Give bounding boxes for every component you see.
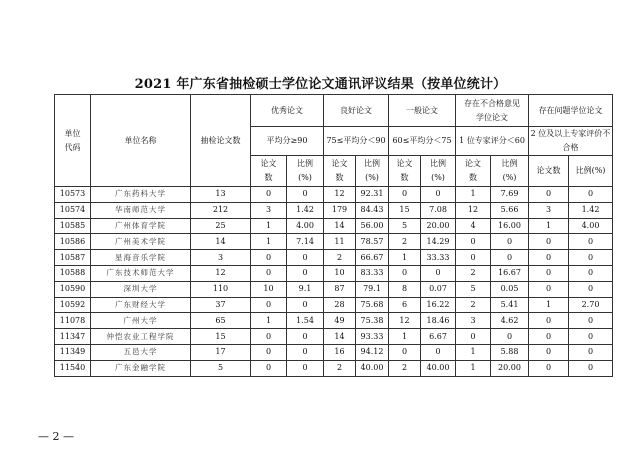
value-cell: 6 — [389, 297, 421, 313]
value-cell: 25 — [191, 218, 251, 234]
value-cell: 94.12 — [356, 344, 389, 360]
value-cell: 1 — [529, 297, 569, 313]
value-cell: 75.68 — [356, 297, 389, 313]
table-row — [55, 297, 613, 313]
value-cell: 78.57 — [356, 234, 389, 250]
value-cell: 0 — [491, 250, 529, 266]
value-cell: 33.33 — [421, 250, 456, 266]
unit-code-cell: 10585 — [55, 218, 91, 234]
value-cell: 92.31 — [356, 187, 389, 203]
value-cell: 0 — [251, 250, 287, 266]
value-cell: 3 — [251, 202, 287, 218]
subheader-ratio: 比例(%) — [287, 156, 324, 187]
value-cell: 1 — [529, 218, 569, 234]
value-cell: 1 — [456, 187, 491, 203]
value-cell: 0 — [287, 250, 324, 266]
value-cell: 0 — [287, 344, 324, 360]
results-table — [54, 94, 613, 377]
value-cell: 0 — [491, 234, 529, 250]
value-cell: 9.1 — [287, 281, 324, 297]
value-cell: 0 — [529, 313, 569, 329]
value-cell: 0 — [456, 234, 491, 250]
unit-name-cell: 广州大学 — [91, 313, 191, 329]
subheader-count: 论文数 — [324, 156, 356, 187]
value-cell: 1.42 — [569, 202, 613, 218]
value-cell: 3 — [191, 250, 251, 266]
criteria-excellent: 平均分≥90 — [251, 127, 324, 156]
unit-name-cell: 深圳大学 — [91, 281, 191, 297]
table-row — [55, 344, 613, 360]
value-cell: 0 — [529, 234, 569, 250]
value-cell: 1 — [456, 360, 491, 376]
value-cell: 0.05 — [491, 281, 529, 297]
value-cell: 20.00 — [491, 360, 529, 376]
value-cell: 0 — [456, 250, 491, 266]
unit-code-cell: 10588 — [55, 265, 91, 281]
value-cell: 16.00 — [491, 218, 529, 234]
value-cell: 3 — [456, 313, 491, 329]
subheader-count: 论文数 — [529, 156, 569, 187]
value-cell: 10 — [251, 281, 287, 297]
value-cell: 3 — [529, 202, 569, 218]
value-cell: 0 — [389, 344, 421, 360]
value-cell: 40.00 — [356, 360, 389, 376]
value-cell: 212 — [191, 202, 251, 218]
unit-name-cell: 广州美术学院 — [91, 234, 191, 250]
value-cell: 16 — [324, 344, 356, 360]
value-cell: 12 — [324, 187, 356, 203]
unit-code-cell: 11347 — [55, 329, 91, 345]
value-cell: 0 — [456, 329, 491, 345]
criteria-good: 75≤平均分＜90 — [324, 127, 389, 156]
value-cell: 1.54 — [287, 313, 324, 329]
value-cell: 4.62 — [491, 313, 529, 329]
value-cell: 4.00 — [287, 218, 324, 234]
unit-name-cell: 广州体育学院 — [91, 218, 191, 234]
value-cell: 20.00 — [421, 218, 456, 234]
value-cell: 0 — [529, 281, 569, 297]
table-row — [55, 313, 613, 329]
value-cell: 179 — [324, 202, 356, 218]
table-row — [55, 329, 613, 345]
unit-name-cell: 广东金融学院 — [91, 360, 191, 376]
value-cell: 0 — [251, 187, 287, 203]
header-group-failing-opinion: 存在不合格意见学位论文 — [456, 95, 529, 127]
value-cell: 0 — [529, 187, 569, 203]
table-row — [55, 250, 613, 266]
value-cell: 0 — [287, 329, 324, 345]
value-cell: 14 — [324, 329, 356, 345]
value-cell: 87 — [324, 281, 356, 297]
value-cell: 0 — [569, 344, 613, 360]
value-cell: 5 — [191, 360, 251, 376]
value-cell: 10 — [324, 265, 356, 281]
value-cell: 2 — [456, 265, 491, 281]
value-cell: 0 — [529, 329, 569, 345]
criteria-problem: 2 位及以上专家评价不合格 — [529, 127, 613, 156]
value-cell: 0 — [529, 344, 569, 360]
unit-name-cell: 五邑大学 — [91, 344, 191, 360]
value-cell: 1 — [251, 313, 287, 329]
value-cell: 0.07 — [421, 281, 456, 297]
value-cell: 4 — [456, 218, 491, 234]
value-cell: 7.69 — [491, 187, 529, 203]
table-row — [55, 265, 613, 281]
unit-code-cell: 11078 — [55, 313, 91, 329]
value-cell: 7.08 — [421, 202, 456, 218]
unit-code-cell: 11540 — [55, 360, 91, 376]
value-cell: 75.38 — [356, 313, 389, 329]
value-cell: 0 — [287, 265, 324, 281]
value-cell: 110 — [191, 281, 251, 297]
value-cell: 0 — [389, 187, 421, 203]
unit-code-cell: 10592 — [55, 297, 91, 313]
value-cell: 1 — [389, 250, 421, 266]
table-row — [55, 281, 613, 297]
value-cell: 12 — [456, 202, 491, 218]
value-cell: 0 — [251, 265, 287, 281]
header-count: 抽检论文数 — [191, 95, 251, 187]
value-cell: 5.66 — [491, 202, 529, 218]
value-cell: 83.33 — [356, 265, 389, 281]
value-cell: 14.29 — [421, 234, 456, 250]
unit-name-cell: 广东药科大学 — [91, 187, 191, 203]
value-cell: 49 — [324, 313, 356, 329]
value-cell: 16.67 — [491, 265, 529, 281]
header-code: 单位代码 — [55, 95, 91, 187]
value-cell: 66.67 — [356, 250, 389, 266]
value-cell: 11 — [324, 234, 356, 250]
value-cell: 5.41 — [491, 297, 529, 313]
value-cell: 12 — [191, 265, 251, 281]
value-cell: 7.14 — [287, 234, 324, 250]
value-cell: 17 — [191, 344, 251, 360]
value-cell: 0 — [529, 250, 569, 266]
unit-code-cell: 11349 — [55, 344, 91, 360]
value-cell: 16.22 — [421, 297, 456, 313]
subheader-ratio: 比例(%) — [569, 156, 613, 187]
value-cell: 0 — [569, 360, 613, 376]
page-number: — 2 — — [38, 430, 74, 443]
value-cell: 2 — [324, 250, 356, 266]
value-cell: 18.46 — [421, 313, 456, 329]
value-cell: 0 — [491, 329, 529, 345]
table-row — [55, 187, 613, 203]
criteria-average: 60≤平均分＜75 — [389, 127, 456, 156]
unit-code-cell: 10573 — [55, 187, 91, 203]
value-cell: 12 — [389, 313, 421, 329]
header-group-average: 一般论文 — [389, 95, 456, 127]
unit-code-cell: 10590 — [55, 281, 91, 297]
value-cell: 0 — [251, 360, 287, 376]
value-cell: 0 — [389, 265, 421, 281]
value-cell: 2 — [389, 360, 421, 376]
value-cell: 0 — [251, 329, 287, 345]
value-cell: 0 — [251, 297, 287, 313]
subheader-ratio: 比例(%) — [356, 156, 389, 187]
value-cell: 5.88 — [491, 344, 529, 360]
header-group-problem: 存在问题学位论文 — [529, 95, 613, 127]
table-row — [55, 360, 613, 376]
value-cell: 0 — [287, 297, 324, 313]
criteria-failing-opinion: 1 位专家评分＜60 — [456, 127, 529, 156]
subheader-count: 论文数 — [389, 156, 421, 187]
value-cell: 0 — [569, 250, 613, 266]
value-cell: 0 — [287, 187, 324, 203]
value-cell: 0 — [529, 265, 569, 281]
value-cell: 0 — [569, 187, 613, 203]
value-cell: 0 — [287, 360, 324, 376]
header-name: 单位名称 — [91, 95, 191, 187]
value-cell: 0 — [569, 265, 613, 281]
value-cell: 79.1 — [356, 281, 389, 297]
subheader-count: 论文数 — [456, 156, 491, 187]
table-row — [55, 234, 613, 250]
value-cell: 6.67 — [421, 329, 456, 345]
unit-code-cell: 10586 — [55, 234, 91, 250]
value-cell: 5 — [389, 218, 421, 234]
value-cell: 1 — [456, 344, 491, 360]
value-cell: 15 — [389, 202, 421, 218]
value-cell: 0 — [421, 265, 456, 281]
value-cell: 13 — [191, 187, 251, 203]
document-title: 2021 年广东省抽检硕士学位论文通讯评议结果（按单位统计） — [134, 77, 507, 92]
value-cell: 2.70 — [569, 297, 613, 313]
value-cell: 0 — [569, 313, 613, 329]
header-group-excellent: 优秀论文 — [251, 95, 324, 127]
value-cell: 65 — [191, 313, 251, 329]
value-cell: 1.42 — [287, 202, 324, 218]
value-cell: 0 — [569, 329, 613, 345]
value-cell: 0 — [569, 281, 613, 297]
header-group-good: 良好论文 — [324, 95, 389, 127]
subheader-ratio: 比例(%) — [421, 156, 456, 187]
value-cell: 56.00 — [356, 218, 389, 234]
unit-code-cell: 10587 — [55, 250, 91, 266]
value-cell: 0 — [421, 344, 456, 360]
value-cell: 1 — [389, 329, 421, 345]
value-cell: 1 — [251, 218, 287, 234]
table-row — [55, 218, 613, 234]
value-cell: 84.43 — [356, 202, 389, 218]
table-row — [55, 202, 613, 218]
value-cell: 0 — [421, 187, 456, 203]
value-cell: 2 — [324, 360, 356, 376]
value-cell: 2 — [456, 297, 491, 313]
unit-code-cell: 10574 — [55, 202, 91, 218]
value-cell: 40.00 — [421, 360, 456, 376]
unit-name-cell: 华南师范大学 — [91, 202, 191, 218]
unit-name-cell: 仲恺农业工程学院 — [91, 329, 191, 345]
value-cell: 15 — [191, 329, 251, 345]
value-cell: 14 — [324, 218, 356, 234]
value-cell: 2 — [389, 234, 421, 250]
subheader-count: 论文数 — [251, 156, 287, 187]
value-cell: 1 — [251, 234, 287, 250]
value-cell: 4.00 — [569, 218, 613, 234]
value-cell: 28 — [324, 297, 356, 313]
unit-name-cell: 广东财经大学 — [91, 297, 191, 313]
value-cell: 0 — [251, 344, 287, 360]
value-cell: 5 — [456, 281, 491, 297]
unit-name-cell: 广东技术师范大学 — [91, 265, 191, 281]
value-cell: 8 — [389, 281, 421, 297]
value-cell: 14 — [191, 234, 251, 250]
value-cell: 0 — [529, 360, 569, 376]
value-cell: 0 — [569, 234, 613, 250]
value-cell: 93.33 — [356, 329, 389, 345]
subheader-ratio: 比例(%) — [491, 156, 529, 187]
unit-name-cell: 星海音乐学院 — [91, 250, 191, 266]
value-cell: 37 — [191, 297, 251, 313]
